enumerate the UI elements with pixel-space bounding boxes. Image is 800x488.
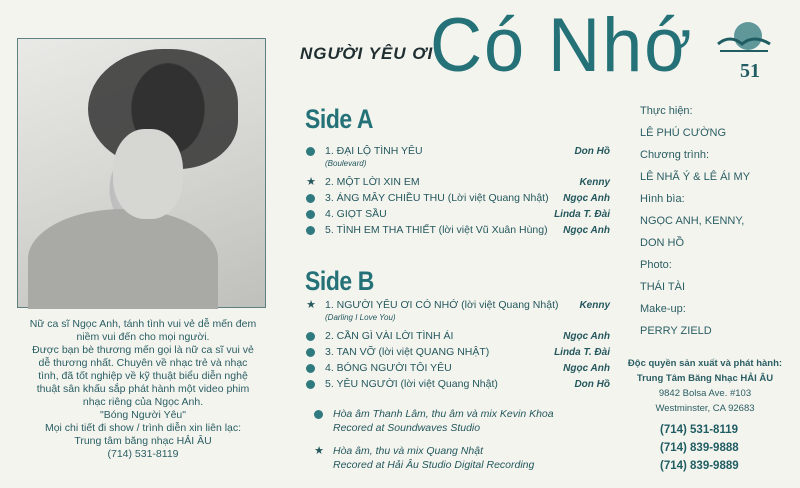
track-title: 4. BÓNG NGƯỜI TÔI YÊU xyxy=(325,362,452,374)
track-artist: Kenny xyxy=(579,300,610,311)
bio-line: (714) 531-8119 xyxy=(107,448,179,460)
cover-photo xyxy=(17,38,266,308)
bullet-icon xyxy=(306,332,315,341)
phone-number: (714) 839-9889 xyxy=(660,460,739,472)
photo-shoulder xyxy=(28,209,218,309)
track-artist: Don Hồ xyxy=(574,146,610,157)
bullet-icon xyxy=(306,194,315,203)
track-title: 5. TÌNH EM THA THIẾT (lời việt Vũ Xuân Hùng) xyxy=(325,224,548,236)
mix-note-line: Recored at Hải Âu Studio Digital Recording xyxy=(333,459,535,471)
credit-line: DON HỒ xyxy=(640,237,684,249)
distribution-line: Westminster, CA 92683 xyxy=(655,403,755,414)
distribution-line: 9842 Bolsa Ave. #103 xyxy=(658,388,752,399)
credit-line: Thực hiện: xyxy=(640,105,693,117)
track-subtitle: (Boulevard) xyxy=(325,159,367,168)
seagull-logo-icon xyxy=(716,18,772,58)
credit-line: Make-up: xyxy=(640,303,686,315)
credit-line: LÊ NHÃ Ý & LÊ ÁI MY xyxy=(640,171,751,183)
bio-text xyxy=(12,318,274,461)
bio-line: Trung tâm băng nhạc HẢI ÂU xyxy=(74,435,212,447)
bio-line: Được bạn bè thương mến gọi là nữ ca sĩ vui vẻ xyxy=(32,344,254,356)
credit-line: THÁI TÀI xyxy=(640,281,686,293)
mix-note-line: Hòa âm, thu và mix Quang Nhật xyxy=(333,445,483,457)
credits xyxy=(640,105,790,347)
track-artist: Ngọc Anh xyxy=(563,331,610,342)
bio-line: Mọi chi tiết đi show / trình diễn xin liên lạc: xyxy=(44,422,242,434)
bio-line: Nữ ca sĩ Ngọc Anh, tánh tình vui vẻ dễ mến đem xyxy=(29,318,257,330)
bio-line: "Bóng Người Yêu" xyxy=(100,409,186,421)
track-artist: Don Hồ xyxy=(574,379,610,390)
track-artist: Linda T. Đài xyxy=(554,209,610,220)
credit-line: NGỌC ANH, KENNY, xyxy=(640,215,745,227)
bullet-icon xyxy=(314,410,323,419)
side-a-heading: Side A xyxy=(305,104,374,134)
bullet-icon xyxy=(306,380,315,389)
credit-line: Photo: xyxy=(640,259,672,271)
credit-line: Hình bìa: xyxy=(640,193,685,205)
bullet-icon xyxy=(306,348,315,357)
track-artist: Ngọc Anh xyxy=(563,193,610,204)
credit-line: PERRY ZIELD xyxy=(640,325,712,337)
mix-note-line: Hòa âm Thanh Lâm, thu âm và mix Kevin Khoa xyxy=(333,408,554,420)
bio-line: dễ thương nhất. Chuyên về nhạc trẻ và nhạc xyxy=(38,357,248,369)
track-title: 1. ĐẠI LỘ TÌNH YÊU xyxy=(325,145,423,157)
photo-face xyxy=(113,129,183,219)
track-title: 3. TAN VỠ (lời việt QUANG NHẬT) xyxy=(325,346,490,358)
track-subtitle: (Darling I Love You) xyxy=(325,313,396,322)
bullet-icon xyxy=(306,147,315,156)
track-title: 2. MỘT LỜI XIN EM xyxy=(325,176,420,188)
bullet-icon xyxy=(306,364,315,373)
star-icon: ★ xyxy=(314,445,324,457)
bio-line: niềm vui đến cho mọi người. xyxy=(76,331,210,343)
bio-line: tình, đã tốt nghiệp về kỹ thuật biểu diễn nghệ xyxy=(38,370,248,382)
distribution-info xyxy=(614,358,796,415)
distribution-line: Độc quyền sản xuất và phát hành: xyxy=(627,358,783,369)
credit-line: LÊ PHÚ CƯỜNG xyxy=(640,127,727,139)
track-title: 3. ÁNG MÂY CHIỀU THU (Lời việt Quang Nhật) xyxy=(325,192,549,204)
star-icon: ★ xyxy=(306,176,316,188)
album-title-small: NGƯỜI YÊU ƠI xyxy=(300,44,434,63)
bio-line: thuật sân khấu sắp phát hành một video phim xyxy=(36,383,250,395)
track-artist: Linda T. Đài xyxy=(554,347,610,358)
track-artist: Kenny xyxy=(579,177,610,188)
album-title-big: Có Nhớ xyxy=(430,3,694,88)
phone-number: (714) 839-9888 xyxy=(660,442,739,454)
catalog-number: 51 xyxy=(740,60,760,82)
track-title: 4. GIỌT SẦU xyxy=(325,208,387,220)
track-artist: Ngọc Anh xyxy=(563,363,610,374)
track-artist: Ngọc Anh xyxy=(563,225,610,236)
track-title: 2. CẦN GÌ VÀI LỜI TÌNH ÁI xyxy=(325,330,454,342)
distribution-line: Trung Tâm Băng Nhạc HẢI ÂU xyxy=(636,373,774,384)
track-title: 1. NGƯỜI YÊU ƠI CÓ NHỚ (lời việt Quang Nhật) xyxy=(325,299,559,311)
bullet-icon xyxy=(306,210,315,219)
phone-number: (714) 531-8119 xyxy=(660,424,739,436)
side-b-heading: Side B xyxy=(305,266,374,296)
bio-line: nhạc riêng của Ngọc Anh. xyxy=(82,396,204,408)
mix-note-line: Recored at Soundwaves Studio xyxy=(333,422,481,434)
credit-line: Chương trình: xyxy=(640,149,709,161)
bullet-icon xyxy=(306,226,315,235)
star-icon: ★ xyxy=(306,299,316,311)
track-title: 5. YÊU NGƯỜI (lời việt Quang Nhật) xyxy=(325,378,498,390)
